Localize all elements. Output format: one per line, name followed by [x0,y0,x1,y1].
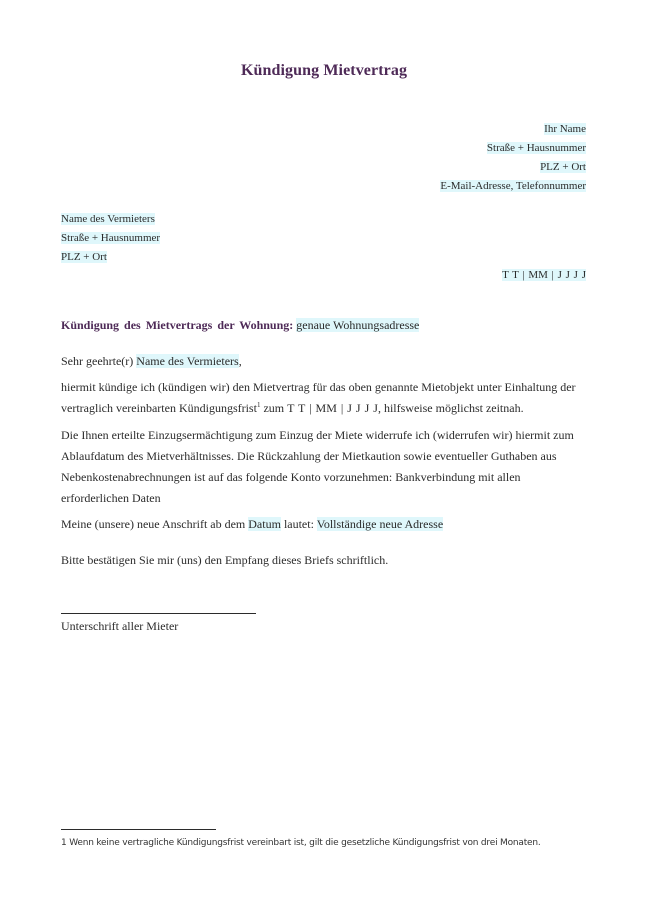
new-address-placeholder[interactable]: Vollständige neue Adresse [316,517,444,531]
recipient-city[interactable]: PLZ + Ort [61,251,107,263]
termination-text-end: , hilfsweise möglichst zeitnah. [377,401,524,415]
salutation-name-placeholder[interactable]: Name des Vermieters [136,354,239,368]
subject-label: Kündigung des Mietvertrags der Wohnung: [61,318,294,332]
document-title: Kündigung Mietvertrag [240,62,408,79]
footnote [61,838,541,848]
signature-line [61,613,256,614]
new-address-text: Meine (unsere) neue Anschrift ab dem [61,517,249,531]
termination-date-placeholder[interactable]: T T | MM | J J J J [287,401,378,415]
bank-paragraph [61,425,587,509]
date-placeholder[interactable]: T T | MM | J J J J [502,269,586,281]
confirmation-paragraph: Bitte bestätigen Sie mir (uns) den Empfang dieses Briefs schriftlich. [61,553,389,567]
footnote-separator [61,829,216,830]
bank-text: Die Ihnen erteilte Einzugsermächtigung zum Einzug der Miete widerrufe ich (widerrufen wir) hiermit zum Ablaufdatum des Mietverhältnisses. Die Rückzahlung der Mietkaution sowie eventueller Guthaben aus Nebenkostenabrechnungen ist auf das folgende Konto vorzunehmen: [61,428,574,484]
salutation-prefix: Sehr geehrte(r) [61,354,134,368]
new-address-text-lautet: lautet: [280,517,317,531]
sender-contact[interactable]: E-Mail-Adresse, Telefonnummer [440,180,586,192]
letter-date [502,266,586,285]
footnote-text: Wenn keine vertragliche Kündigungsfrist vereinbart ist, gilt die gesetzliche Kündigungsfrist von drei Monaten. [66,838,541,848]
move-date-placeholder[interactable]: Datum [248,517,281,531]
sender-name[interactable]: Ihr Name [544,123,586,135]
recipient-name[interactable]: Name des Vermieters [61,213,155,225]
sender-address-block [440,120,586,196]
subject-line [61,318,419,333]
recipient-street[interactable]: Straße + Hausnummer [61,232,161,244]
footnote-marker: 1 [61,838,67,848]
signature-label: Unterschrift aller Mieter [61,619,179,633]
termination-paragraph [61,377,587,419]
apartment-address-placeholder[interactable]: genaue Wohnungsadresse [296,318,420,332]
recipient-address-block [61,210,160,267]
sender-street[interactable]: Straße + Hausnummer [486,142,586,154]
sender-city[interactable]: PLZ + Ort [540,161,586,173]
bank-details-placeholder[interactable]: Bankverbindung mit allen erforderlichen Daten [61,470,521,505]
salutation-suffix: , [238,354,242,368]
termination-text-zum: zum [260,401,288,415]
termination-text: hiermit kündige ich (kündigen wir) den Mietvertrag für das oben genannte Mietobjekt unter Einhaltung der vertraglich vereinbarten Kündigungsfrist [61,380,576,415]
new-address-paragraph [61,514,587,535]
salutation [61,351,587,372]
footnote-reference: 1 [256,401,261,409]
